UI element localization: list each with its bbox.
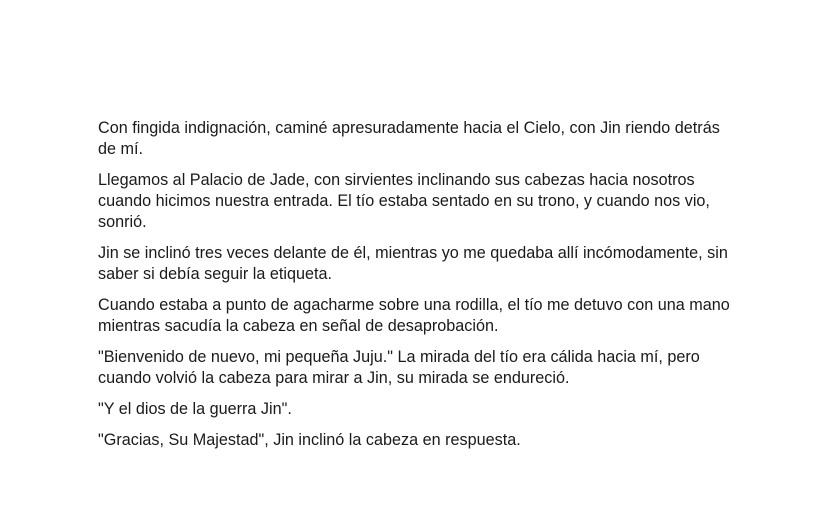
paragraph: "Bienvenido de nuevo, mi pequeña Juju." La mirada del tío era cálida hacia mí, pero cuando volvió la cabeza para mirar a Jin, su mirada se endureció.	[98, 348, 700, 387]
paragraph: Llegamos al Palacio de Jade, con sirvientes inclinando sus cabezas hacia nosotros cuando hicimos nuestra entrada. El tío estaba sentado en su trono, y cuando nos vio, sonrió.	[98, 171, 710, 231]
document-body	[98, 118, 738, 461]
paragraph: Cuando estaba a punto de agacharme sobre una rodilla, el tío me detuvo con una mano mientras sacudía la cabeza en señal de desaprobación.	[98, 296, 730, 335]
paragraph: "Gracias, Su Majestad", Jin inclinó la cabeza en respuesta.	[98, 431, 521, 449]
paragraph: Con fingida indignación, caminé apresuradamente hacia el Cielo, con Jin riendo detrás de mí.	[98, 119, 720, 158]
paragraph: Jin se inclinó tres veces delante de él, mientras yo me quedaba allí incómodamente, sin saber si debía seguir la etiqueta.	[98, 244, 728, 283]
paragraph: "Y el dios de la guerra Jin".	[98, 400, 292, 418]
